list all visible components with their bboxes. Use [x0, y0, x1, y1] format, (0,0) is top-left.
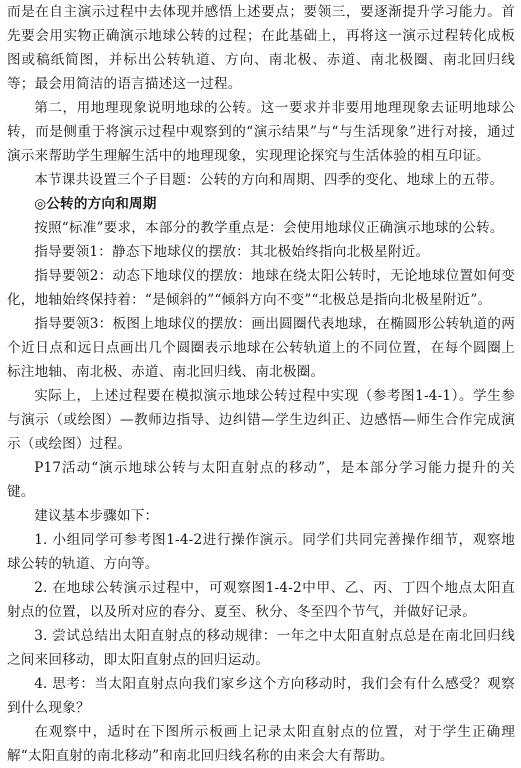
paragraph-guidance-2: 指导要领2：动态下地球仪的摆放：地球在绕太阳公转时，无论地球位置如何变化，地轴始终保持着：“是倾斜的”“倾斜方向不变”“北极总是指向北极星附近”。 — [7, 268, 515, 308]
paragraph-activity-p17: P17活动“演示地球公转与太阳直射点的移动”，是本部分学习能力提升的关键。 — [7, 460, 515, 500]
paragraph-practice: 实际上，上述过程要在模拟演示地球公转过程中实现（参考图1-4-1）。学生参与演示（或绘图）—教师边指导、边纠错—学生边纠正、边感悟—师生合作完成演示（或绘图）过程。 — [7, 388, 515, 452]
paragraph-subtopics: 本节课共设置三个子目题：公转的方向和周期、四季的变化、地球上的五带。 — [34, 172, 504, 188]
list-item-step-2: 2. 在地球公转演示过程中，可观察图1-4-2中甲、乙、丙、丁四个地点太阳直射点的位置，以及所对应的春分、夏至、秋分、冬至四个节气，并做好记录。 — [7, 580, 515, 620]
paragraph-teaching-focus: 按照“标准”要求，本部分的教学重点是：会使用地球仪正确演示地球的公转。 — [34, 220, 504, 236]
paragraph-steps-intro: 建议基本步骤如下： — [34, 508, 159, 524]
paragraph-guidance-1: 指导要领1：静态下地球仪的摆放：其北极始终指向北极星附近。 — [34, 244, 430, 260]
list-item-step-3: 3. 尝试总结出太阳直射点的移动规律：一年之中太阳直射点总是在南北回归线之间来回移动，即太阳直射点的回归运动。 — [7, 628, 515, 668]
paragraph-observation-note: 在观察中，适时在下图所示板画上记录太阳直射点的位置，对于学生正确理解“太阳直射的南北移动”和南北回归线名称的由来会大有帮助。 — [7, 724, 515, 764]
list-item-step-1: 1. 小组同学可参考图1-4-2进行操作演示。同学们共同完善操作细节，观察地球公转的轨道、方向等。 — [7, 532, 515, 572]
section-heading-orbit-direction-period: ◎公转的方向和周期 — [34, 196, 157, 212]
list-item-step-4: 4. 思考：当太阳直射点向我们家乡这个方向移动时，我们会有什么感受？观察到什么现象？ — [7, 676, 515, 716]
paragraph-guidance-3: 指导要领3：板图上地球仪的摆放：画出圆圈代表地球，在椭圆形公转轨道的两个近日点和远日点画出几个圆圈表示地球在公转轨道上的不同位置，在每个圆圈上标注地轴、南北极、赤道、南北回归线、南北极圈。 — [7, 316, 515, 380]
paragraph-continuation: 而是在自主演示过程中去体现并感悟上述要点；要领三，要逐渐提升学习能力。首先要会用实物正确演示地球公转的过程；在此基础上，再将这一演示过程转化成板图或稿纸简图，并标出公转轨道、方向、南北极、赤道、南北极圈、南北回归线等；最会用简洁的语言描述这一过程。 — [7, 4, 515, 92]
paragraph-second-requirement: 第二，用地理现象说明地球的公转。这一要求并非要用地理现象去证明地球公转，而是侧重于将演示过程中观察到的“演示结果”与“与生活现象”进行对接，通过演示来帮助学生理解生活中的地理现象，实现理论探究与生活体验的相互印证。 — [7, 100, 515, 164]
